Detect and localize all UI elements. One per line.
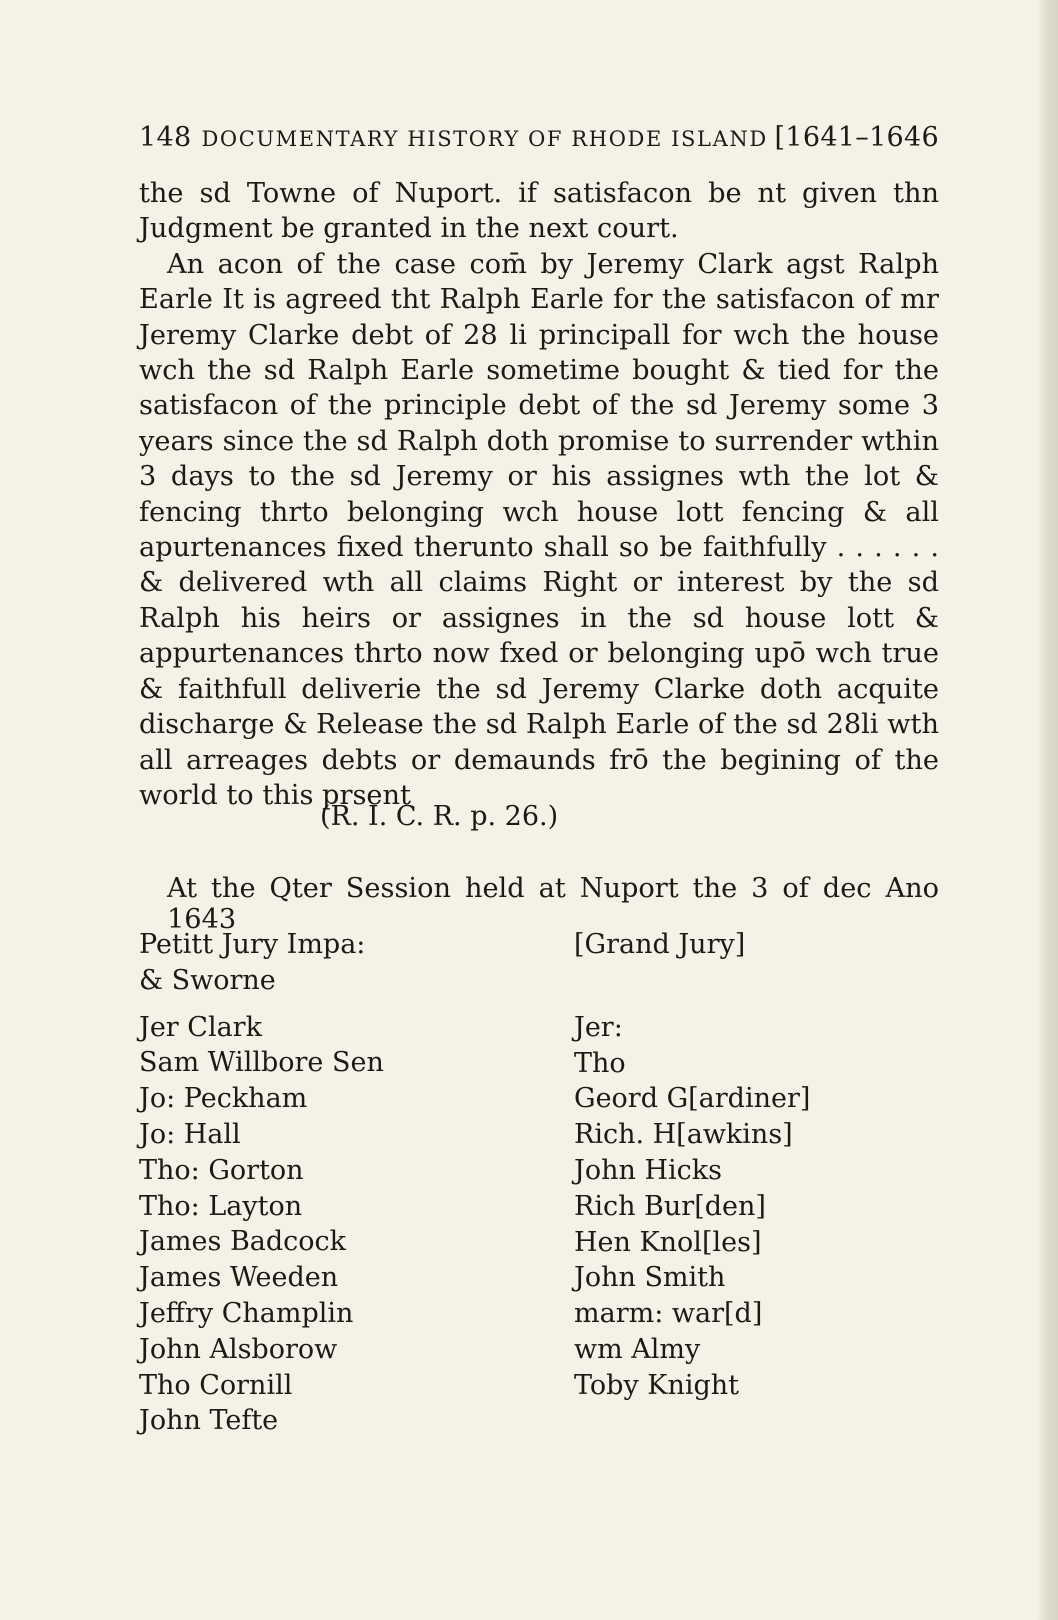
paragraph: the sd Towne of Nuport. if satisfacon be nt given thn Judgment be granted in the next court. — [139, 178, 939, 245]
juror-name: Toby Knight — [574, 1369, 740, 1401]
juror-name: John Smith — [574, 1262, 726, 1294]
grand-jury-heading: [Grand Jury] — [574, 929, 746, 960]
juror-name: Tho Cornill — [139, 1369, 293, 1401]
juror-name: wm Almy — [574, 1333, 701, 1365]
juror-name: Tho: Gorton — [139, 1154, 304, 1186]
juror-name: Sam Willbore Sen — [139, 1047, 384, 1079]
juror-name: Rich Bur[den] — [574, 1190, 766, 1222]
juror-name: Jeffry Champlin — [139, 1297, 354, 1329]
body-text — [139, 176, 939, 813]
juror-name: Jo: Hall — [139, 1118, 241, 1150]
juror-name: James Badcock — [139, 1226, 347, 1258]
juror-name: John Hicks — [574, 1154, 722, 1186]
paragraph: An acon of the case com̄ by Jeremy Clark agst Ralph Earle It is agreed tht Ralph Earle for the satisfacon of mr Jeremy Clarke debt of 28 li principall for wch the house wch the sd Ralph Earle sometime bought & tied for the satisfacon of the principle debt of the sd Jeremy some 3 years since the sd Ralph doth promise to surrender wthin 3 days to the sd Jeremy or his assignes wth the lot & fencing thrto belonging wch house lott fencing & all apurtenances fixed therunto shall so be faithfully . . . . . . & delivered wth all claims Right or interest by the sd Ralph his heirs or assignes in the sd house lott & appurtenances thrto now fxed or belonging upō wch true & faithfull deliverie the sd Jeremy Clarke doth acquite discharge & Release the sd Ralph Earle of the sd 28li wth all arreages debts or demaunds frō the begining of the world to this prsent — [139, 248, 939, 811]
petit-jury-list — [139, 927, 384, 1439]
page-edge — [1036, 0, 1058, 1620]
running-head — [139, 122, 939, 153]
juror-name: Tho — [574, 1047, 626, 1079]
juror-name: James Weeden — [139, 1262, 339, 1294]
petit-jury-heading: Petitt Jury Impa: — [139, 929, 366, 960]
citation: (R. I. C. R. p. 26.) — [320, 801, 559, 832]
juror-name: Jer Clark — [139, 1011, 262, 1043]
juror-name: Jer: — [574, 1011, 623, 1043]
juror-name: Hen Knol[les] — [574, 1226, 762, 1258]
juror-name: Rich. H[awkins] — [574, 1119, 793, 1151]
juror-name: Jo: Peckham — [139, 1083, 308, 1115]
page-number: 148 — [139, 122, 192, 153]
running-head-title: DOCUMENTARY HISTORY OF RHODE ISLAND — [201, 127, 768, 151]
juror-name: marm: war[d] — [574, 1298, 763, 1330]
grand-jury-list — [574, 927, 810, 1404]
petit-jury-subheading: & Sworne — [139, 964, 276, 996]
juror-name: Geord G[ardiner] — [574, 1083, 811, 1115]
juror-name: Tho: Layton — [139, 1190, 303, 1222]
running-head-dates: [1641–1646 — [774, 122, 939, 153]
juror-name: John Tefte — [139, 1405, 279, 1437]
session-heading: At the Qter Session held at Nuport the 3 of dec Ano 1643 — [167, 873, 939, 935]
juror-name: John Alsborow — [139, 1333, 338, 1365]
